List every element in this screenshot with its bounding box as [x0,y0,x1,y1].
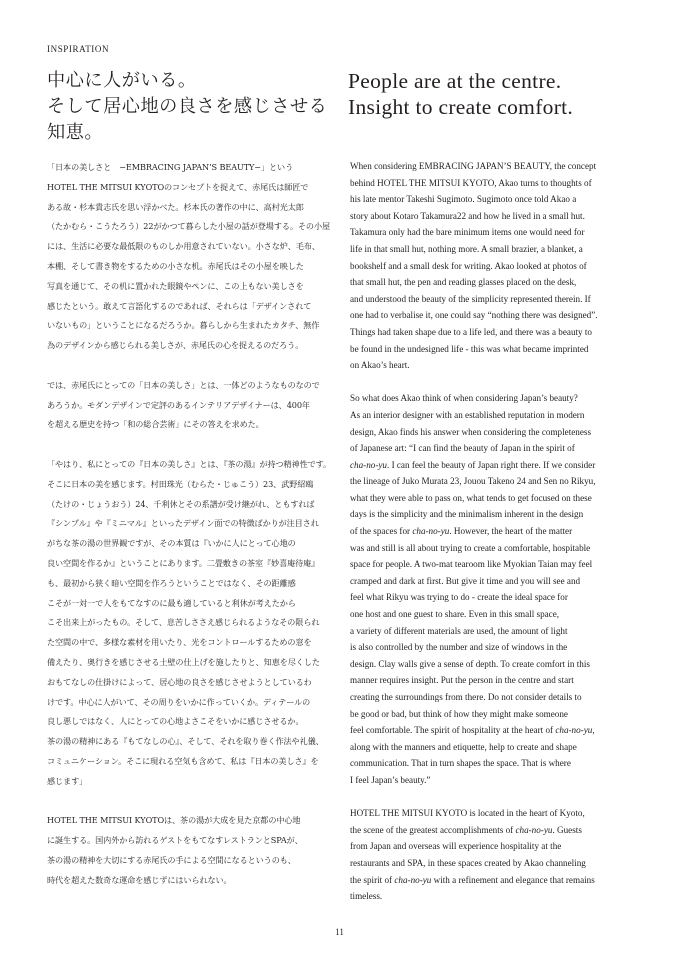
body_jp-line: では、赤尾氏にとっての「日本の美しさ」とは、一体どのようなものなので [47,379,320,390]
body_jp-line: 「やはり、私にとっての『日本の美しさ』とは、『茶の湯』が持つ精神性です。 [47,458,332,469]
title-jp-line: 中心に人がいる。 [47,70,197,91]
title-english [348,68,648,120]
body_jp-line: も、最初から狭く暗い空間を作ろうということではなく、その距離感 [47,577,296,588]
title-en-line: Insight to create comfort. [348,95,574,119]
body_en-line: timeless. [350,891,383,902]
body_en-line: what they were able to pass on, what tends to get focused on these [350,492,592,503]
body_en-line: behind HOTEL THE MITSUI KYOTO, Akao turns to thoughts of [350,177,592,188]
body_en-line: cha-no-yu. I can feel the beauty of Japan right there. If we consider [350,459,596,470]
body_jp-line: に誕生する。国内外から訪れるゲストをもてなすレストランとSPAが、 [47,835,303,846]
body_jp-line: あろうか。モダンデザインで定評のあるインテリアデザイナーは、400年 [47,399,310,410]
body_jp-line: そこに日本の美を感じます。村田珠光（むらた・じゅこう）23、武野紹鴎 [47,478,314,489]
body_en-line: communication. That in turn shapes the space. That is where [350,758,571,769]
body_en-line: is also controlled by the number and size of windows in the [350,642,568,653]
body_jp-line: 感じたという。敢えて言語化するのであれば、それらは「デザインされて [47,300,312,311]
body_en-line: cramped and dark at first. But give it time and you will see and [350,575,581,586]
body_jp-line: （たかむら・こうたろう）22がかつて暮らした小屋の話が登場する。その小屋 [47,221,330,232]
body_jp-line: には、生活に必要な最低限のものしか用意されていない。小さな炉、毛布、 [47,241,320,252]
body_en-line: design, Akao finds his answer when considering the completeness [350,426,592,437]
body_jp-line: 茶の湯の精神を大切にする赤尾氏の手による空間になるというのも、 [47,854,296,865]
title-en-line: People are at the centre. [348,69,562,93]
body_en-line: HOTEL THE MITSUI KYOTO is located in the heart of Kyoto, [350,808,585,819]
body_en-line: manner requires insight. Put the person in the centre and start [350,675,574,686]
body_en-line: that small hut, the pen and reading glasses placed on the desk, [350,277,577,288]
body_en-line: When considering EMBRACING JAPAN’S BEAUTY, the concept [350,161,597,171]
body_jp-line: HOTEL THE MITSUI KYOTOは、茶の湯が大成を見た京都の中心地 [47,815,301,826]
body_jp-line: おもてなしの仕掛けによって、居心地の良さを感じさせようとしているわ [47,676,312,687]
body_en-paragraph [350,805,634,905]
body_en-line: the scene of the greatest accomplishments of cha-no-yu. Guests [350,824,582,835]
body_en-line: I feel Japan’s beauty.” [350,774,431,785]
body_en-line: of Japanese art: “I can find the beauty of Japan in the spirit of [350,443,575,454]
body_jp-line: コミュニケーション。そこに現れる空気も含めて、私は『日本の美しさ』を [47,755,319,766]
body_en-line: from Japan and overseas will experience hospitality at the [350,841,562,852]
body_jp-line: を超える歴史を持つ「和の総合芸術」にその答えを求めた。 [47,419,264,430]
body_jp-line: 感じます」 [47,775,88,786]
body_jp-line: こそ出来上がったもの。そして、息苦しささえ感じられるようなその限られ [47,617,320,628]
body_jp-line: 為のデザインから感じられる美しさが、赤尾氏の心を捉えるのだろう。 [47,340,304,351]
body_jp-line: けです。中心に人がいて、その周りをいかに作っていくか。ディテールの [47,696,311,707]
body_en-line: bookshelf and a small desk for writing. Akao looked at photos of [350,260,587,271]
body-japanese-column [47,158,332,910]
body_en-line: be found in the undesigned life - this was what became imprinted [350,343,589,354]
body_jp-line: 良し悪しではなく、人にとっての心地よさこそをいかに感じさせるか。 [47,716,304,727]
body_en-line: one had to verbalise it, one could say “nothing there was designed”. [350,310,598,321]
body_en-line: a variety of different materials are used, the amount of light [350,625,568,636]
body_en-line: design. Clay walls give a sense of depth. To create comfort in this [350,658,590,669]
section-label: INSPIRATION [47,44,110,54]
body_en-line: the lineage of Juko Murata 23, Jouou Takeno 24 and Sen no Rikyu, [350,476,596,487]
body_en-line: Takamura only had the bare minimum items one would need for [350,227,585,238]
body_en-line: feel what Rikyu was trying to do - create the ideal space for [350,592,568,603]
body_en-line: Things had taken shape due to a life led, and there was a beauty to [350,326,592,337]
body_jp-line: 時代を超えた数奇な運命を感じずにはいられない。 [47,874,232,885]
body_en-line: feel comfortable. The spirit of hospitality at the heart of cha-no-yu, [350,725,595,736]
body_jp-line: 本棚、そして書き物をするための小さな机。赤尾氏はその小屋を映した [47,260,304,271]
body_jp-line: 良い空間を作るか』ということにあります。二畳敷きの茶室『妙喜庵待庵』 [47,557,320,568]
body_jp-paragraph [47,376,332,435]
body_en-line: restaurants and SPA, in these spaces created by Akao channeling [350,857,586,868]
body_en-line: was and still is all about trying to create a comfortable, hospitable [350,542,591,553]
title-jp-line: そして居心地の良さを感じさせる知恵。 [47,96,328,143]
body_jp-paragraph [47,455,332,792]
body_en-paragraph [350,390,634,788]
body_jp-line: こそが一対一で人をもてなすのに最も適していると利休が考えたから [47,597,296,608]
page-number: 11 [335,927,344,937]
body_jp-line: 茶の湯の精神にある『もてなしの心』、そして、それを取り巻く作法や礼儀、 [47,736,324,747]
body_en-line: So what does Akao think of when considering Japan’s beauty? [350,393,578,404]
body_en-line: creating the surroundings from there. Do not consider details to [350,692,582,702]
body_en-line: life in that small hut, nothing more. A small brazier, a blanket, a [350,243,583,254]
body_en-line: story about Kotaro Takamura22 and how he lived in a small hut. [350,210,585,221]
body_en-line: of the spaces for cha-no-yu. However, the heart of the matter [350,526,573,537]
body_jp-line: 備えたり、奥行きを感じさせる土壁の仕上げを施したりと、知恵を尽くした [47,656,320,667]
body_en-paragraph [350,158,634,374]
body_en-line: his late mentor Takeshi Sugimoto. Sugimoto once told Akao a [350,194,577,205]
body_jp-line: （たけの・じょうおう）24、千利休とその系譜が受け継がれ、ともすれば [47,498,315,509]
title-japanese [47,68,337,146]
body_en-line: the spirit of cha-no-yu with a refinement and elegance that remains [350,874,595,885]
body_jp-line: がちな茶の湯の世界観ですが、その本質は『いかに人にとって心地の [47,538,296,549]
body_en-line: days is the simplicity and the minimalism inherent in the design [350,509,584,520]
body_jp-line: いないもの」ということになるだろうか。暮らしから生まれたカタチ、無作 [47,320,320,331]
body_en-line: on Akao’s heart. [350,360,410,371]
body_jp-line: 『シンプル』や『ミニマル』といったデザイン面での特徴ばかりが注目され [47,518,319,529]
body_jp-line: HOTEL THE MITSUI KYOTOのコンセプトを捉えて、赤尾氏は師匠で [47,181,309,192]
body_jp-line: 「日本の美しさと −EMBRACING JAPAN’S BEAUTY−」という [47,162,294,172]
body-english-column [350,158,634,921]
body_en-line: As an interior designer with an established reputation in modern [350,409,585,420]
body_en-line: space for people. A two-mat tearoom like Myokian Taian may feel [350,559,593,570]
body_jp-line: 写真を通じて、その机に置かれた眼鏡やペンに、この上もない美しさを [47,280,304,291]
body_en-line: one host and one guest to share. Even in this small space, [350,609,560,620]
body_en-line: along with the manners and etiquette, help to create and shape [350,741,577,752]
body_en-line: be good or bad, but think of how they might make someone [350,708,568,719]
body_jp-line: た空間の中で、多様な素材を用いたり、光をコントロールするための窓を [47,637,312,648]
body_jp-line: ある故・杉本貴志氏を思い浮かべた。杉本氏の著作の中に、高村光太郎 [47,201,304,212]
body_en-line: and understood the beauty of the simplicity represented therein. If [350,293,591,304]
body_jp-paragraph [47,811,332,890]
body_jp-paragraph [47,158,332,356]
